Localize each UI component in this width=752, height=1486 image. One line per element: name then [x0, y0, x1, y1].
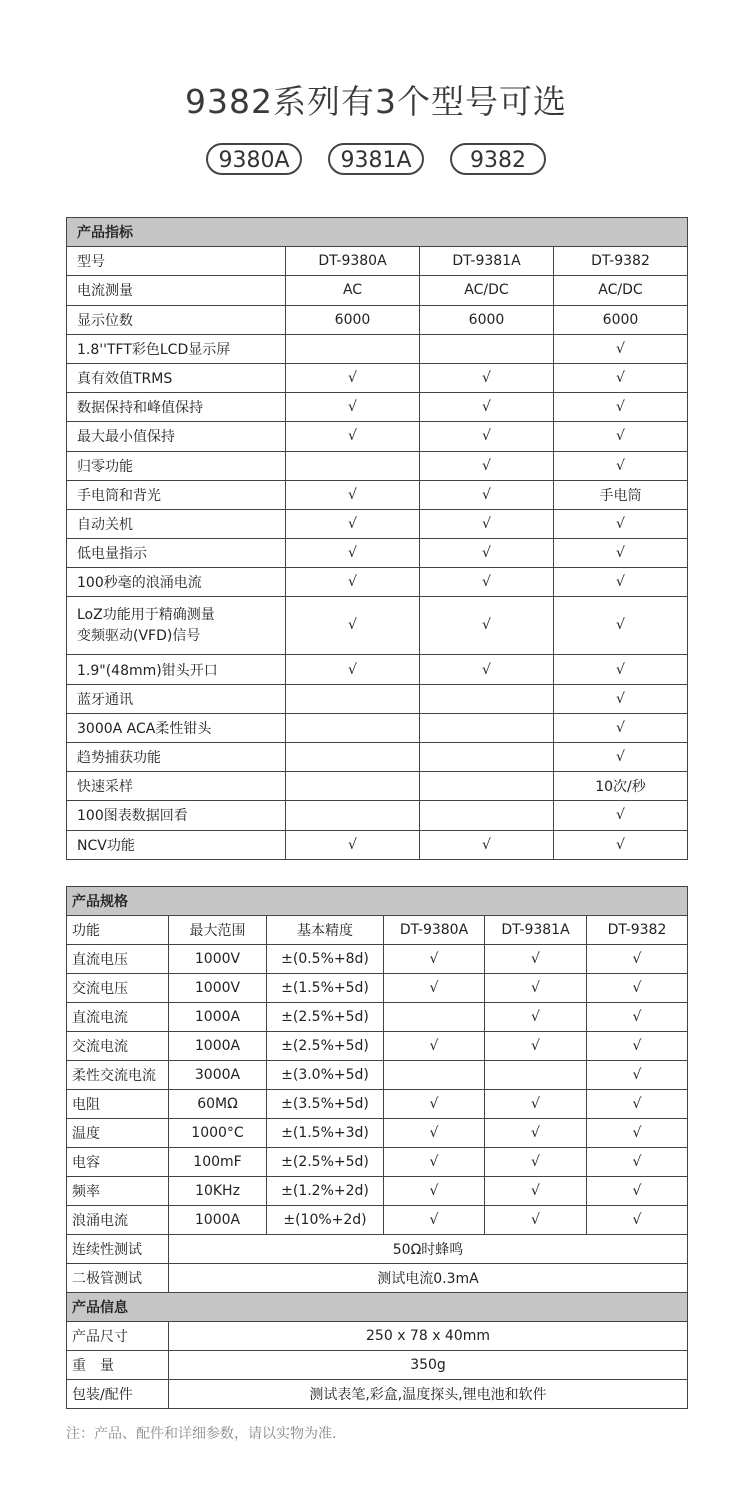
- table-cell: √: [286, 597, 420, 655]
- table-cell: √: [286, 422, 420, 451]
- table-row: [67, 1235, 688, 1264]
- table-cell: √: [286, 363, 420, 392]
- table-cell: √: [554, 743, 688, 772]
- table-cell: √: [587, 1003, 688, 1032]
- table-section-header: 产品信息: [67, 1293, 688, 1322]
- table-cell: √: [554, 451, 688, 480]
- table-cell: √: [420, 655, 554, 684]
- table-cell: √: [286, 539, 420, 568]
- table-cell: ±(3.5%+5d): [267, 1090, 384, 1119]
- table-cell: [420, 684, 554, 713]
- table-row: [67, 1032, 688, 1061]
- table-row: [67, 684, 688, 713]
- table-cell: 测试电流0.3mA: [169, 1264, 688, 1293]
- table-cell: 1000°C: [169, 1119, 267, 1148]
- table-row: [67, 713, 688, 742]
- table-cell: ±(1.2%+2d): [267, 1177, 384, 1206]
- page-title: 9382系列有3个型号可选: [185, 82, 567, 121]
- table-cell: √: [554, 393, 688, 422]
- info-label: 包装/配件: [67, 1380, 169, 1409]
- table-cell: [286, 713, 420, 742]
- table-cell: √: [554, 363, 688, 392]
- table-cell: √: [554, 801, 688, 830]
- table-cell: √: [554, 655, 688, 684]
- table-cell: √: [286, 830, 420, 859]
- table-cell: 10次/秒: [554, 772, 688, 801]
- feature-label: 100图表数据回看: [67, 801, 286, 830]
- table-row: [67, 568, 688, 597]
- table-cell: √: [554, 597, 688, 655]
- table-cell: √: [587, 1177, 688, 1206]
- table-row: [67, 509, 688, 538]
- table-row: [67, 422, 688, 451]
- table-cell: √: [384, 1206, 485, 1235]
- function-label: 电容: [67, 1148, 169, 1177]
- table-row: [67, 1148, 688, 1177]
- table-row: [67, 1119, 688, 1148]
- table-cell: 6000: [420, 305, 554, 334]
- table-cell: 测试表笔,彩盒,温度探头,锂电池和软件: [169, 1380, 688, 1409]
- table-column-row: [67, 916, 688, 945]
- table-row: [67, 334, 688, 363]
- table-cell: 6000: [554, 305, 688, 334]
- column-header: DT-9380A: [384, 916, 485, 945]
- table-cell: √: [420, 539, 554, 568]
- table-cell: 1000V: [169, 945, 267, 974]
- table-cell: 1000A: [169, 1206, 267, 1235]
- table-cell: √: [420, 480, 554, 509]
- table-cell: √: [554, 830, 688, 859]
- table-cell: √: [554, 684, 688, 713]
- table-cell: ±(1.5%+5d): [267, 974, 384, 1003]
- table-cell: √: [485, 1119, 587, 1148]
- table-cell: [420, 743, 554, 772]
- feature-label: 自动关机: [67, 509, 286, 538]
- table-cell: √: [587, 1119, 688, 1148]
- column-header: 基本精度: [267, 916, 384, 945]
- table-cell: √: [554, 422, 688, 451]
- table-cell: [384, 1003, 485, 1032]
- table-cell: ±(10%+2d): [267, 1206, 384, 1235]
- table-cell: [420, 772, 554, 801]
- table-cell: 350g: [169, 1351, 688, 1380]
- table-cell: [420, 713, 554, 742]
- table-row: [67, 1322, 688, 1351]
- table-cell: √: [420, 830, 554, 859]
- column-header: DT-9381A: [485, 916, 587, 945]
- info-label: 重 量: [67, 1351, 169, 1380]
- table-row: [67, 1177, 688, 1206]
- table-cell: ±(2.5%+5d): [267, 1032, 384, 1061]
- column-header: 型号: [67, 247, 286, 276]
- table-cell: √: [554, 334, 688, 363]
- table-cell: √: [384, 1177, 485, 1206]
- table-cell: 250 x 78 x 40mm: [169, 1322, 688, 1351]
- table-row: [67, 597, 688, 655]
- table-cell: √: [384, 1090, 485, 1119]
- table-cell: √: [420, 363, 554, 392]
- column-header: DT-9382: [587, 916, 688, 945]
- feature-label: NCV功能: [67, 830, 286, 859]
- feature-label: 趋势捕获功能: [67, 743, 286, 772]
- function-label: 直流电压: [67, 945, 169, 974]
- table-row: [67, 1206, 688, 1235]
- table-header-row: [67, 1293, 688, 1322]
- table-cell: √: [554, 539, 688, 568]
- table-cell: [286, 334, 420, 363]
- table-row: [67, 743, 688, 772]
- table-cell: ±(3.0%+5d): [267, 1061, 384, 1090]
- table-cell: 10KHz: [169, 1177, 267, 1206]
- table-cell: √: [420, 393, 554, 422]
- footnote: 注：产品、配件和详细参数，请以实物为准.: [66, 1426, 337, 1442]
- function-label: 温度: [67, 1119, 169, 1148]
- table-cell: [286, 743, 420, 772]
- table-cell: 1000V: [169, 974, 267, 1003]
- feature-label: 蓝牙通讯: [67, 684, 286, 713]
- function-label: 频率: [67, 1177, 169, 1206]
- table-section-header: 产品指标: [67, 218, 688, 247]
- table-cell: √: [587, 1206, 688, 1235]
- table-cell: AC: [286, 276, 420, 305]
- feature-label: 数据保持和峰值保持: [67, 393, 286, 422]
- table-row: [67, 801, 688, 830]
- feature-label: 1.9"(48mm)钳头开口: [67, 655, 286, 684]
- table-cell: √: [587, 1148, 688, 1177]
- table-cell: √: [420, 509, 554, 538]
- table-row: [67, 393, 688, 422]
- function-label: 二极管测试: [67, 1264, 169, 1293]
- feature-label: 快速采样: [67, 772, 286, 801]
- table-row: [67, 772, 688, 801]
- model-pill: 9380A: [206, 143, 302, 175]
- model-options: [0, 143, 752, 175]
- table-row: [67, 1264, 688, 1293]
- feature-label: 归零功能: [67, 451, 286, 480]
- table-cell: √: [587, 1090, 688, 1119]
- table-cell: [286, 772, 420, 801]
- table-cell: √: [420, 568, 554, 597]
- table-row: [67, 1003, 688, 1032]
- table-row: [67, 276, 688, 305]
- table-cell: √: [420, 451, 554, 480]
- table-row: [67, 539, 688, 568]
- column-header: DT-9380A: [286, 247, 420, 276]
- table-cell: AC/DC: [420, 276, 554, 305]
- table-cell: AC/DC: [554, 276, 688, 305]
- table-cell: [286, 684, 420, 713]
- feature-label: 手电筒和背光: [67, 480, 286, 509]
- table-column-row: [67, 247, 688, 276]
- table-header-row: [67, 887, 688, 916]
- table-cell: √: [554, 509, 688, 538]
- model-pill: 9382: [450, 143, 546, 175]
- table-row: [67, 655, 688, 684]
- function-label: 交流电压: [67, 974, 169, 1003]
- table-cell: √: [485, 1206, 587, 1235]
- feature-label: 最大最小值保持: [67, 422, 286, 451]
- table-cell: √: [384, 1119, 485, 1148]
- table-cell: √: [485, 974, 587, 1003]
- table-cell: √: [286, 509, 420, 538]
- table-cell: [420, 334, 554, 363]
- table-cell: 6000: [286, 305, 420, 334]
- table-cell: 50Ω时蜂鸣: [169, 1235, 688, 1264]
- table-cell: √: [485, 1148, 587, 1177]
- table-cell: [485, 1061, 587, 1090]
- table-section-header: 产品规格: [67, 887, 688, 916]
- table-row: [67, 480, 688, 509]
- spec2-table: [66, 886, 688, 1409]
- column-header: 最大范围: [169, 916, 267, 945]
- table-cell: √: [587, 1032, 688, 1061]
- table-cell: √: [286, 480, 420, 509]
- table-row: [67, 451, 688, 480]
- table-cell: [286, 801, 420, 830]
- table-cell: √: [485, 1003, 587, 1032]
- table-cell: 1000A: [169, 1032, 267, 1061]
- table-cell: ±(2.5%+5d): [267, 1148, 384, 1177]
- table-row: [67, 1090, 688, 1119]
- table-cell: √: [485, 945, 587, 974]
- table-cell: √: [587, 945, 688, 974]
- table-cell: 3000A: [169, 1061, 267, 1090]
- table-cell: [420, 801, 554, 830]
- table-cell: [384, 1061, 485, 1090]
- feature-label: 100秒毫的浪涌电流: [67, 568, 286, 597]
- table-cell: √: [384, 1148, 485, 1177]
- table-row: [67, 363, 688, 392]
- spec-table: [66, 217, 688, 860]
- table-cell: √: [587, 1061, 688, 1090]
- table-cell: √: [286, 393, 420, 422]
- table-cell: √: [384, 945, 485, 974]
- table-cell: ±(0.5%+8d): [267, 945, 384, 974]
- table-cell: √: [587, 974, 688, 1003]
- table-row: [67, 945, 688, 974]
- table-cell: √: [384, 1032, 485, 1061]
- table-cell: √: [554, 568, 688, 597]
- table-row: [67, 1061, 688, 1090]
- column-header: DT-9382: [554, 247, 688, 276]
- info-label: 产品尺寸: [67, 1322, 169, 1351]
- function-label: 电阻: [67, 1090, 169, 1119]
- table-cell: √: [286, 655, 420, 684]
- feature-label: 1.8''TFT彩色LCD显示屏: [67, 334, 286, 363]
- function-label: 直流电流: [67, 1003, 169, 1032]
- table-cell: ±(1.5%+3d): [267, 1119, 384, 1148]
- table-cell: ±(2.5%+5d): [267, 1003, 384, 1032]
- function-label: 交流电流: [67, 1032, 169, 1061]
- feature-label: LoZ功能用于精确测量 变频驱动(VFD)信号: [67, 597, 286, 655]
- table-cell: 手电筒: [554, 480, 688, 509]
- table-cell: 1000A: [169, 1003, 267, 1032]
- feature-label: 显示位数: [67, 305, 286, 334]
- table-header-row: [67, 218, 688, 247]
- table-row: [67, 830, 688, 859]
- table-cell: √: [286, 568, 420, 597]
- table-row: [67, 1351, 688, 1380]
- table-row: [67, 305, 688, 334]
- table-cell: √: [485, 1032, 587, 1061]
- table-cell: √: [384, 974, 485, 1003]
- feature-label: 真有效值TRMS: [67, 363, 286, 392]
- model-pill: 9381A: [328, 143, 424, 175]
- table-cell: √: [485, 1177, 587, 1206]
- feature-label: 3000A ACA柔性钳头: [67, 713, 286, 742]
- column-header: 功能: [67, 916, 169, 945]
- column-header: DT-9381A: [420, 247, 554, 276]
- table-row: [67, 1380, 688, 1409]
- table-cell: √: [420, 422, 554, 451]
- table-row: [67, 974, 688, 1003]
- table-cell: 100mF: [169, 1148, 267, 1177]
- table-cell: 60MΩ: [169, 1090, 267, 1119]
- table-cell: [286, 451, 420, 480]
- feature-label: 低电量指示: [67, 539, 286, 568]
- function-label: 浪涌电流: [67, 1206, 169, 1235]
- table-cell: √: [420, 597, 554, 655]
- function-label: 柔性交流电流: [67, 1061, 169, 1090]
- table-cell: √: [554, 713, 688, 742]
- function-label: 连续性测试: [67, 1235, 169, 1264]
- table-cell: √: [485, 1090, 587, 1119]
- feature-label: 电流测量: [67, 276, 286, 305]
